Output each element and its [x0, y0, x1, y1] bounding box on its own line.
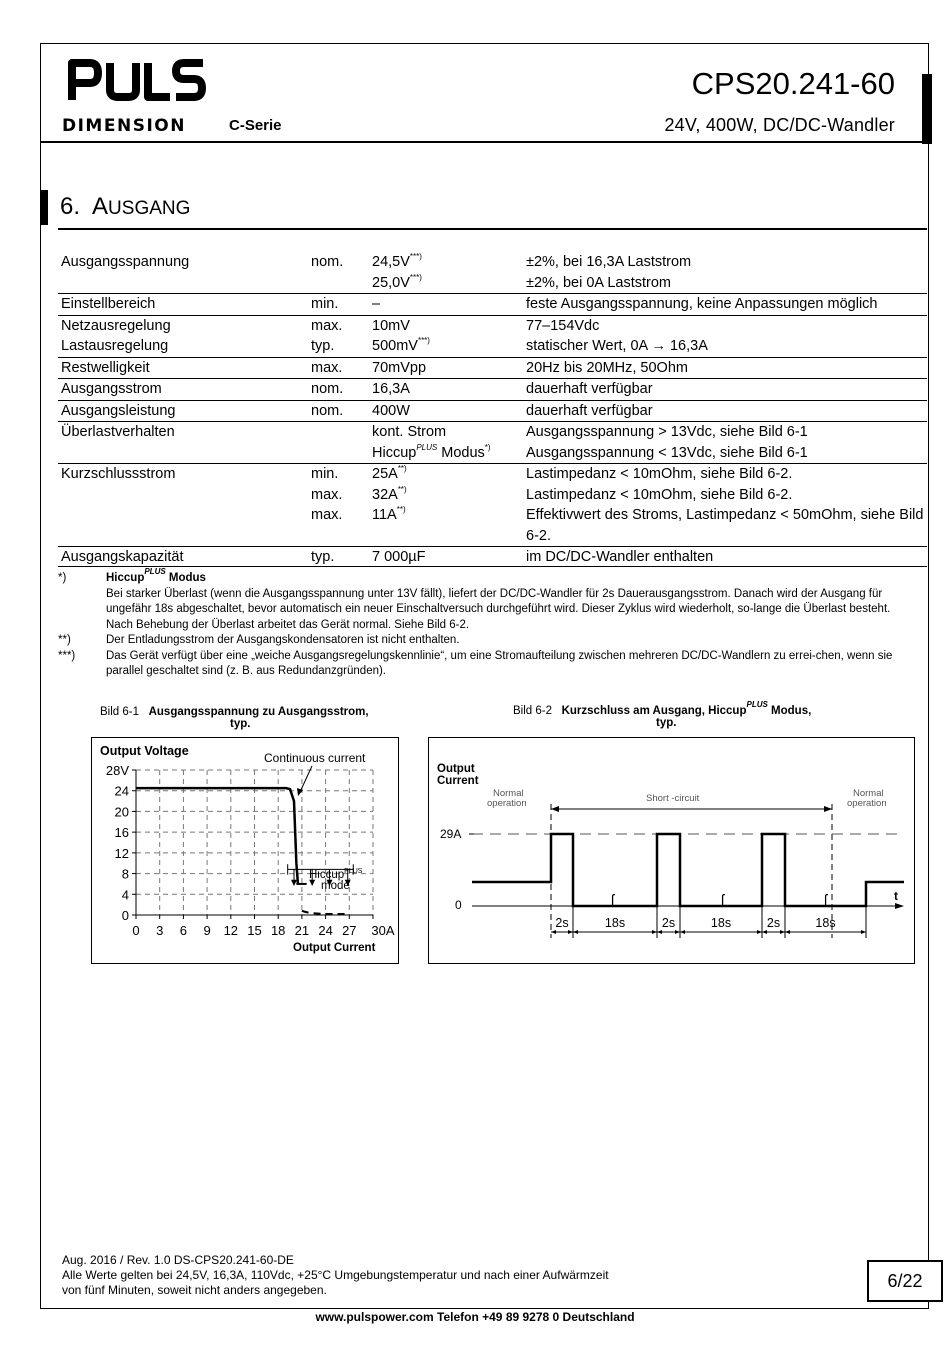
spec-qualifier: min. — [308, 464, 369, 485]
fig2-short-range-arrow-right — [824, 806, 832, 812]
fig1-ytick-label: 0 — [121, 908, 129, 923]
spec-description: ±2%, bei 0A Laststrom — [526, 274, 671, 291]
spec-value: 32A**) — [372, 484, 407, 503]
fig1-hiccup-average — [302, 911, 349, 914]
spec-row — [58, 443, 927, 464]
spec-description: dauerhaft verfügbar — [523, 379, 927, 401]
spec-value: Hiccup$^{PLUS}$ Modus*) — [372, 442, 491, 461]
spec-qualifier: nom. — [308, 400, 369, 422]
puls-logo — [66, 58, 208, 102]
footnote-2: **) Der Entladungsstrom der Ausgangskondensatoren ist nicht enthalten. — [58, 634, 460, 646]
fig1-chart — [91, 737, 399, 964]
fig1-voltage-curve — [136, 788, 298, 884]
fig1-caption: Bild 6-1 Ausgangsspannung zu Ausgangsstrom, typ. — [100, 706, 369, 730]
fig2-zero-label: 0 — [455, 898, 462, 912]
fig2-dim-arrow — [652, 930, 657, 934]
spec-qualifier: nom. — [311, 254, 344, 270]
fig2-short-range-arrow-left — [551, 806, 559, 812]
spec-description: ±2%, bei 16,3A Laststrom — [526, 254, 692, 270]
spec-label — [58, 505, 308, 547]
fig1-annot-continuous: Continuous current — [264, 751, 366, 765]
fig1-hiccup-arrowhead — [291, 880, 297, 886]
footer-text — [62, 1253, 609, 1298]
fig1-ylabel: Output Voltage — [100, 744, 189, 758]
fig1-xtick-label: 18 — [270, 923, 286, 938]
fig2-time-break: ʃ — [611, 891, 615, 907]
fig1-xtick-label: 30A — [371, 923, 395, 938]
spec-row — [58, 547, 927, 568]
fig2-duration-label: 2s — [555, 916, 569, 930]
spec-value: 25A**) — [369, 464, 523, 485]
fig2-duration-label: 18s — [710, 916, 732, 930]
spec-description: 77–154Vdc — [523, 315, 927, 336]
spec-label: Ausgangsspannung — [61, 254, 190, 270]
spec-label: Ausgangsleistung — [58, 400, 308, 422]
fig1-ytick-label: 12 — [114, 845, 129, 861]
spec-value: 11A**) — [372, 505, 406, 523]
section-marker — [40, 190, 48, 225]
spec-description: dauerhaft verfügbar — [523, 400, 927, 422]
fig1-xtick-label: 3 — [156, 923, 164, 938]
footnote-3: ***) Das Gerät verfügt über eine „weiche Ausgangsregelungskennlinie“, um eine Stromaufteilung zwischen mehreren DC/DC-Wandlern zu errei-chen, wenn sie parallel geschaltet sind (z. B. aus Redundanzgründen). — [58, 649, 893, 677]
fig2-dim-arrow — [762, 930, 767, 934]
spec-qualifier: max. — [308, 357, 369, 379]
header-subtitle: 24V, 400W, DC/DC-Wandler — [664, 115, 895, 135]
spec-row — [58, 505, 927, 547]
spec-qualifier — [308, 422, 369, 443]
fig2-chart — [428, 737, 915, 964]
fig1-ytick-label: 20 — [114, 804, 129, 820]
fig2-duration-label: 18s — [604, 916, 626, 930]
spec-label: Ausgangskapazität — [58, 547, 308, 568]
footer-revision: Aug. 2016 / Rev. 1.0 DS-CPS20.241-60-DE — [62, 1253, 294, 1267]
fig1-ytick-label: 28V — [105, 763, 129, 778]
spec-value: 25,0V***) — [372, 272, 422, 291]
fig1-annot-hiccup: Hiccup$^{PLUS}$ — [309, 868, 363, 881]
fig1-xtick-label: 12 — [223, 923, 239, 938]
fig1-xtick-label: 0 — [132, 923, 140, 938]
fig2-dim-arrow — [785, 930, 790, 934]
header-rule — [40, 141, 927, 143]
spec-qualifier: nom. — [308, 379, 369, 401]
spec-row — [58, 315, 927, 336]
spec-qualifier: min. — [308, 294, 369, 316]
fig2-normal-left-1: Normal — [493, 788, 524, 799]
spec-description: Effektivwert des Stroms, Lastimpedanz < 50mOhm, siehe Bild 6-2. — [526, 507, 924, 544]
spec-description: 20Hz bis 20MHz, 50Ohm — [523, 357, 927, 379]
spec-label: Lastausregelung — [61, 338, 169, 354]
fig2-dim-arrow — [568, 930, 573, 934]
fig2-normal-left-2: operation — [487, 798, 527, 809]
spec-label — [58, 443, 308, 464]
fig1-series — [136, 788, 353, 914]
spec-table — [58, 252, 927, 568]
spec-description: statischer Wert, 0A → 16,3A — [526, 338, 708, 354]
footer-conditions-2: von fünf Minuten, soweit nicht anders angegeben. — [62, 1283, 327, 1297]
spec-value: 70mVpp — [369, 357, 523, 379]
fig1-xtick-label: 21 — [294, 923, 310, 938]
section-rule — [58, 228, 927, 230]
fig2-duration-label: 18s — [815, 916, 836, 930]
spec-value: 400W — [369, 400, 523, 422]
fig2-dim-arrow — [551, 930, 556, 934]
fig1-xtick-label: 27 — [342, 923, 357, 938]
spec-description: Lastimpedanz < 10mOhm, siehe Bild 6-2. — [523, 464, 927, 485]
spec-value: kont. Strom — [369, 422, 523, 443]
footnote-1: *) Hiccup$^{PLUS}$ Modus Bei starker Überlast (wenn die Ausgangsspannung unter 13V fällt), liefert der DC/DC-Wandler für 2s Dauerausgangsstrom. Danach wird der Ausgang für ungefähr 18s abgeschaltet, bevor automatisch ein neuer Einschaltversuch durchgeführt wird. Dieser Zyklus wird wiederholt, so-lange die Überlast besteht. Nach Behebung der Überlast arbeitet das Gerät normal. Siehe Bild 6-2. — [58, 567, 891, 631]
fig2-time-break: ʃ — [721, 891, 725, 907]
spec-label: Kurzschlussstrom — [58, 464, 308, 485]
spec-description: Lastimpedanz < 10mOhm, siehe Bild 6-2. — [526, 486, 793, 503]
spec-value: 24,5V***) — [372, 252, 422, 270]
fig2-dim-arrow — [573, 930, 578, 934]
spec-label: Ausgangsstrom — [58, 379, 308, 401]
fig1-grid — [136, 770, 373, 915]
spec-qualifier: max. — [311, 486, 343, 503]
spec-qualifier — [308, 443, 369, 464]
spec-row — [58, 273, 927, 294]
fig1-xtick-label: 6 — [179, 923, 188, 938]
spec-value: 16,3A — [369, 379, 523, 401]
fig2-dim-arrow — [757, 930, 762, 934]
spec-label: Restwelligkeit — [58, 357, 308, 379]
spec-row — [58, 400, 927, 422]
series-label: C-Serie — [229, 117, 282, 134]
section-title: 6. AUSGANG — [60, 193, 191, 220]
fig2-waveform — [472, 834, 904, 907]
spec-value: 500mV***) — [372, 336, 430, 354]
fig1-ytick-label: 16 — [114, 825, 129, 841]
page-number: 6/22 — [867, 1260, 943, 1302]
spec-label — [58, 485, 308, 506]
spec-description: Ausgangsspannung < 13Vdc, siehe Bild 6-1 — [526, 444, 808, 461]
spec-description: feste Ausgangsspannung, keine Anpassungen möglich — [523, 294, 927, 316]
fig2-dim-arrow — [861, 930, 866, 934]
svg-text:DIMENSION: DIMENSION — [62, 116, 186, 134]
fig2-t-label: t — [894, 889, 898, 903]
fig2-caption: Bild 6-2 Kurzschluss am Ausgang, Hiccup$^{PLUS}$ Modus, typ. — [513, 700, 812, 729]
fig2-ylabel-2: Current — [437, 775, 479, 787]
fig2-ylabel-1: Output — [437, 763, 475, 775]
spec-value: 10mV — [369, 315, 523, 336]
spec-row — [58, 485, 927, 506]
fig1-annot-mode: mode — [321, 880, 350, 892]
fig2-dim-arrow — [675, 930, 680, 934]
spec-value: – — [369, 294, 523, 316]
fig1-ytick-label: 4 — [121, 887, 129, 903]
dimension-logo — [62, 116, 196, 134]
table-bottom-rule — [58, 566, 927, 567]
model-number: CPS20.241-60 — [691, 66, 895, 101]
header-side-bar — [922, 74, 932, 144]
fig2-level-label: 29A — [440, 827, 462, 841]
fig2-time-arrow — [895, 903, 904, 909]
fig2-duration-label: 2s — [766, 916, 781, 930]
fig1-xlabel: Output Current — [293, 942, 376, 954]
footnotes — [58, 567, 908, 680]
spec-row — [58, 379, 927, 401]
fig2-short-label: Short -circuit — [646, 793, 700, 804]
spec-label — [58, 273, 308, 294]
spec-qualifier: typ. — [311, 338, 335, 354]
spec-row — [58, 422, 927, 443]
spec-qualifier: max. — [308, 315, 369, 336]
spec-qualifier: max. — [311, 507, 343, 523]
spec-description: im DC/DC-Wandler enthalten — [523, 547, 927, 568]
spec-row — [58, 357, 927, 379]
spec-label: Netzausregelung — [58, 315, 308, 336]
fig1-xtick-label: 9 — [203, 923, 211, 938]
fig1-ytick-label: 8 — [121, 866, 129, 882]
fig2-normal-right-1: Normal — [853, 788, 884, 799]
contact-line: www.pulspower.com Telefon +49 89 9278 0 Deutschland — [315, 1310, 635, 1324]
spec-row — [58, 464, 927, 485]
spec-label: Einstellbereich — [58, 294, 308, 316]
fig1-xtick-label: 24 — [318, 923, 333, 938]
fig2-dimensions — [551, 906, 866, 938]
fig2-dim-arrow — [657, 930, 662, 934]
fig2-current-waveform — [472, 834, 904, 906]
spec-qualifier — [308, 273, 369, 294]
spec-row — [58, 252, 927, 273]
fig2-duration-label: 2s — [661, 916, 676, 930]
spec-value: 7 000µF — [369, 547, 523, 568]
spec-qualifier: typ. — [308, 547, 369, 568]
fig1-xtick-label: 15 — [247, 923, 262, 938]
fig2-dim-arrow — [780, 930, 785, 934]
footer-conditions: Alle Werte gelten bei 24,5V, 16,3A, 110Vdc, +25°C Umgebungstemperatur und nach einer Aufwärmzeit — [62, 1268, 609, 1282]
spec-description: Ausgangsspannung > 13Vdc, siehe Bild 6-1 — [523, 422, 927, 443]
fig2-time-break: ʃ — [824, 891, 828, 907]
fig1-ytick-label: 24 — [114, 783, 129, 799]
spec-row — [58, 336, 927, 357]
fig2-normal-right-2: operation — [847, 798, 887, 809]
spec-row — [58, 294, 927, 316]
fig2-dim-arrow — [680, 930, 685, 934]
spec-label: Überlastverhalten — [58, 422, 308, 443]
